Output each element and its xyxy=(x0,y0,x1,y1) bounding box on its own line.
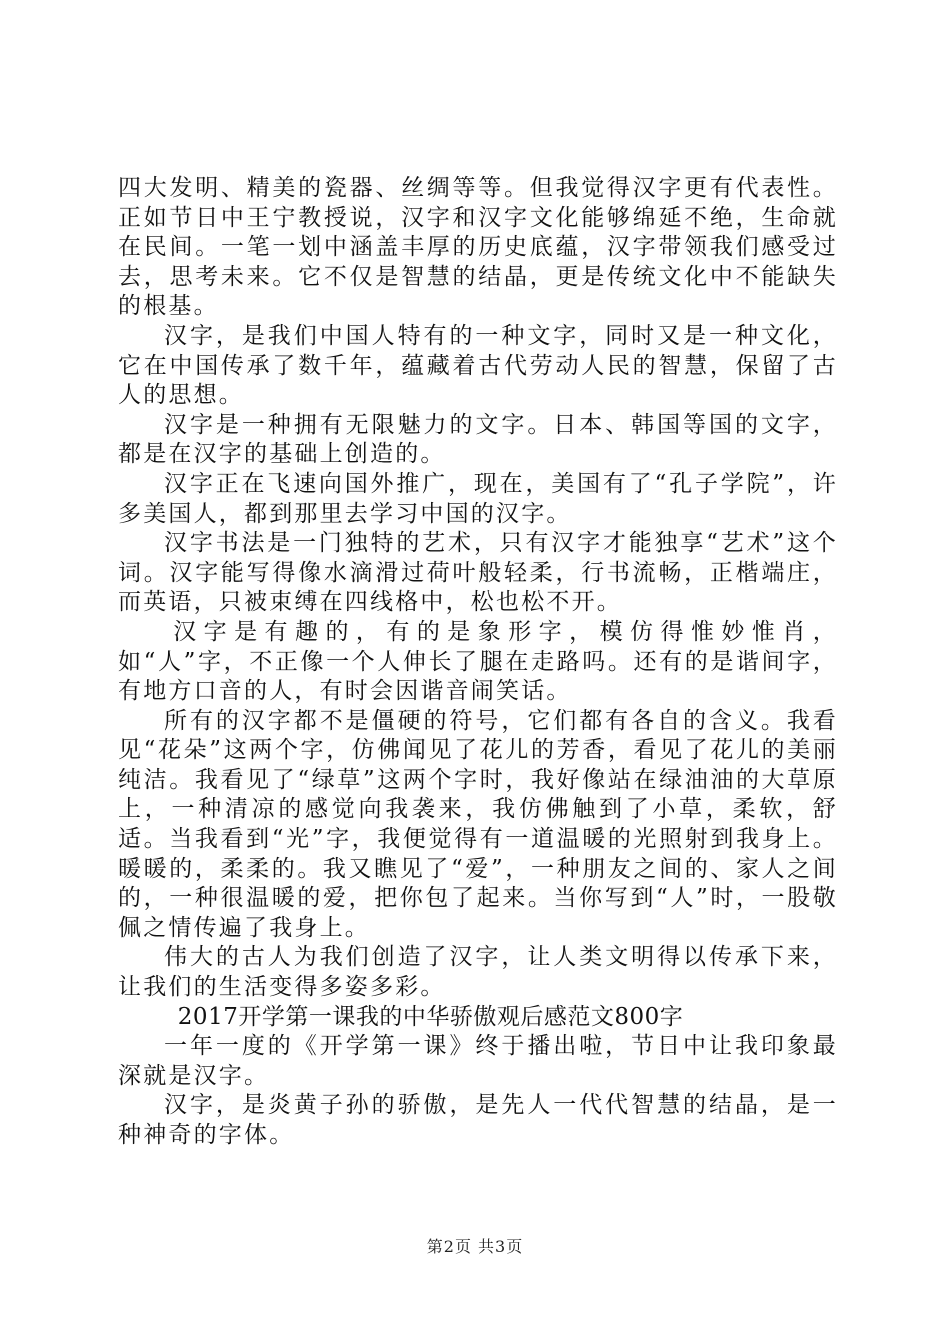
paragraph: 伟大的古人为我们创造了汉字，让人类文明得以传承下来，让我们的生活变得多姿多彩。 xyxy=(118,944,838,1001)
paragraph: 汉字是有趣的，有的是象形字，模仿得惟妙惟肖，如“人”字，不正像一个人伸长了腿在走路吗。还有的是谐间字，有地方口音的人，有时会因谐音闹笑话。 xyxy=(118,618,838,705)
paragraph: 四大发明、精美的瓷器、丝绸等等。但我觉得汉字更有代表性。正如节日中王宁教授说，汉字和汉字文化能够绵延不绝，生命就在民间。一笔一划中涵盖丰厚的历史底蕴，汉字带领我们感受过去，思考未来。它不仅是智慧的结晶，更是传统文化中不能缺失的根基。 xyxy=(118,175,838,320)
paragraph: 汉字，是炎黄子孙的骄傲，是先人一代代智慧的结晶，是一种神奇的字体。 xyxy=(118,1092,838,1148)
paragraph: 一年一度的《开学第一课》终于播出啦，节日中让我印象最深就是汉字。 xyxy=(118,1033,838,1089)
paragraph: 汉字是一种拥有无限魅力的文字。日本、韩国等国的文字，都是在汉字的基础上创造的。 xyxy=(118,411,838,468)
document-body xyxy=(118,174,838,1151)
paragraph: 汉字书法是一门独特的艺术，只有汉字才能独享“艺术”这个词。汉字能写得像水滴滑过荷叶般轻柔，行书流畅，正楷端庄，而英语，只被束缚在四线格中，松也松不开。 xyxy=(118,530,838,616)
paragraph: 汉字，是我们中国人特有的一种文字，同时又是一种文化，它在中国传承了数千年，蕴藏着古代劳动人民的智慧，保留了古人的思想。 xyxy=(118,322,838,409)
paragraph: 汉字正在飞速向国外推广，现在，美国有了“孔子学院”，许多美国人，都到那里去学习中国的汉字。 xyxy=(118,470,838,527)
paragraph: 所有的汉字都不是僵硬的符号，它们都有各自的含义。我看见“花朵”这两个字，仿佛闻见了花儿的芳香，看见了花儿的美丽纯洁。我看见了“绿草”这两个字时，我好像站在绿油油的大草原上，一种清凉的感觉向我袭来，我仿佛触到了小草，柔软，舒适。当我看到“光”字，我便觉得有一道温暖的光照射到我身上。暖暖的，柔柔的。我又瞧见了“爱”，一种朋友之间的、家人之间的，一种很温暖的爱，把你包了起来。当你写到“人”时，一股敬佩之情传遍了我身上。 xyxy=(118,707,838,941)
page-number-footer: 第2页 共3页 xyxy=(426,1237,524,1256)
section-heading: 2017开学第一课我的中华骄傲观后感范文800字 xyxy=(177,1003,684,1030)
